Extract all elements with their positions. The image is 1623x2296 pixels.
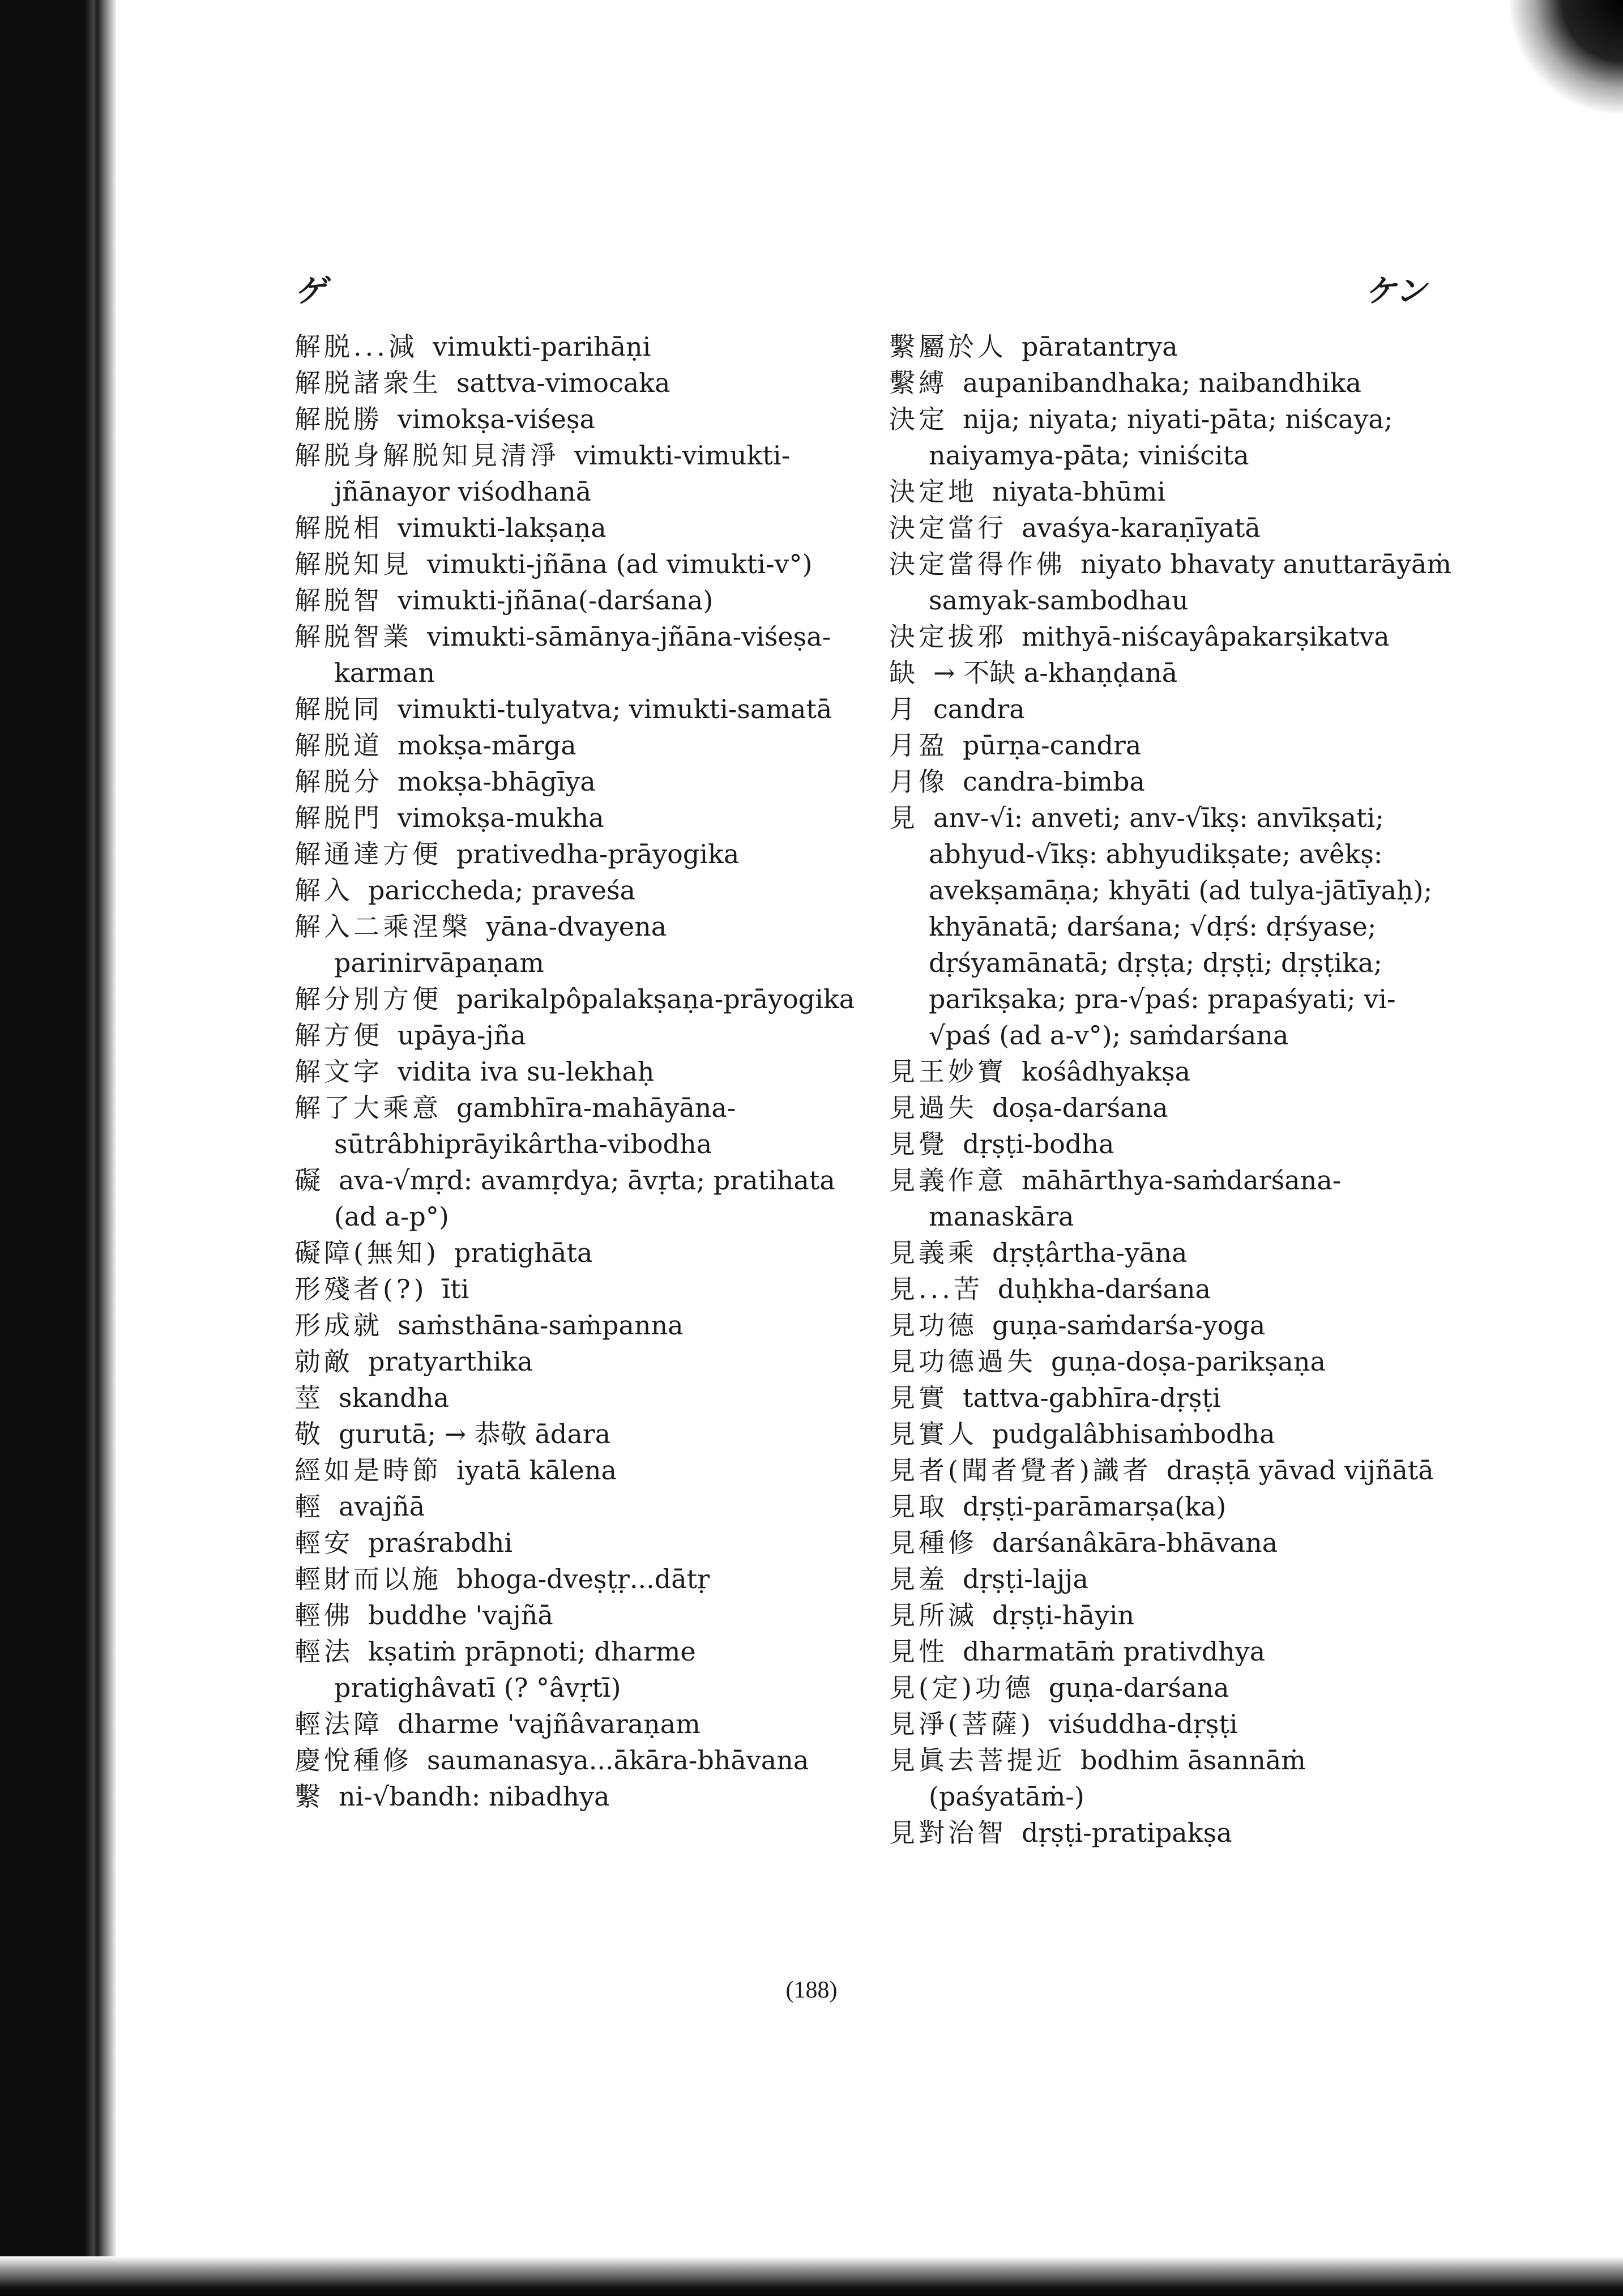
entry-definition: skandha — [339, 1382, 450, 1413]
entry-definition: guṇa-doṣa-parikṣaṇa — [1051, 1346, 1326, 1377]
dictionary-entry — [294, 1488, 861, 1525]
entry-term: 見...苦 — [889, 1274, 983, 1304]
entry-term: 敬 — [294, 1419, 324, 1449]
entry-definition: mokṣa-bhāgīya — [398, 766, 596, 797]
dictionary-entry — [294, 1017, 861, 1053]
entry-term: 見實人 — [889, 1419, 977, 1449]
dictionary-entry — [294, 365, 861, 401]
dictionary-entry — [889, 1126, 1455, 1162]
entry-term: 決定當行 — [889, 513, 1007, 543]
dictionary-entry — [294, 1597, 861, 1633]
entry-term: 輕財而以施 — [294, 1564, 442, 1594]
dictionary-entry — [294, 546, 861, 582]
entry-term: 解脱知見 — [294, 549, 412, 579]
entry-definition: guṇa-darśana — [1048, 1672, 1229, 1703]
entry-definition: iyatā kālena — [456, 1455, 617, 1486]
entry-definition: dṛṣṭârtha-yāna — [992, 1237, 1188, 1268]
dictionary-entry — [889, 1053, 1455, 1090]
entry-definition: dṛṣṭi-hāyin — [992, 1600, 1135, 1631]
entry-definition: vimukti-jñāna(-darśana) — [398, 585, 714, 616]
entry-definition: vimukti-vimukti-jñānayor viśodhanā — [334, 440, 791, 507]
entry-term: 輕 — [294, 1491, 324, 1522]
entry-definition: niyata-bhūmi — [992, 476, 1166, 507]
entry-term: 決定拔邪 — [889, 621, 1007, 652]
dictionary-entry — [294, 401, 861, 437]
entry-term: 解脱智業 — [294, 621, 412, 652]
entry-term: 解脱諸衆生 — [294, 368, 442, 398]
page-corner-shadow — [1510, 0, 1623, 113]
dictionary-entry — [889, 1162, 1455, 1235]
entry-term: 解通達方便 — [294, 839, 442, 869]
dictionary-entry — [294, 1452, 861, 1488]
entry-definition: anv-√i: anveti; anv-√īkṣ: anvīkṣati; abhyud-√īkṣ: abhyudikṣate; avêkṣ: avekṣamāṇa; khyāti (ad tulya-jātīyaḥ); khyānatā; darśana; √dṛś: dṛśyase; dṛśyamānatā; dṛṣṭa; dṛṣṭi; dṛṣṭika; parīkṣaka; pra-√paś: prapaśyati; vi-√paś (ad a-v°); saṁdarśana — [929, 803, 1433, 1051]
entry-term: 經如是時節 — [294, 1455, 442, 1486]
entry-definition: vimukti-parihāṇi — [432, 331, 651, 362]
entry-definition: saṁsthāna-saṁpanna — [398, 1310, 684, 1341]
dictionary-entry — [294, 908, 861, 981]
dictionary-entry — [294, 1307, 861, 1343]
entry-definition: bhoga-dveṣṭṛ...dātṛ — [456, 1564, 710, 1594]
dictionary-entry — [889, 800, 1455, 1053]
entry-term: 解脱身解脱知見清淨 — [294, 440, 559, 471]
dictionary-entry — [889, 1416, 1455, 1452]
dictionary-entry — [889, 1488, 1455, 1525]
entry-definition: vimokṣa-viśeṣa — [398, 404, 596, 434]
dictionary-entry — [889, 510, 1455, 546]
entry-definition: pratighāta — [454, 1237, 593, 1268]
dictionary-entry — [889, 546, 1455, 618]
entry-definition: ni-√bandh: nibadhya — [339, 1781, 610, 1812]
dictionary-entry — [889, 328, 1455, 365]
dictionary-entry — [294, 1235, 861, 1271]
entry-term: 見覺 — [889, 1129, 948, 1159]
dictionary-entry — [294, 1053, 861, 1090]
entry-term: 月 — [889, 694, 919, 724]
dictionary-entry — [889, 1561, 1455, 1597]
dictionary-entry — [889, 1670, 1455, 1706]
dictionary-entry — [889, 1343, 1455, 1380]
dictionary-entry — [294, 727, 861, 763]
entry-term: 解脱智 — [294, 585, 383, 616]
entry-definition: kośâdhyakṣa — [1022, 1056, 1190, 1087]
entry-term: 繫縛 — [889, 368, 948, 398]
dictionary-entry — [294, 1525, 861, 1561]
entry-term: 見淨(菩薩) — [889, 1709, 1034, 1739]
entry-definition: tattva-gabhīra-dṛṣṭi — [963, 1382, 1221, 1413]
entry-definition: dṛṣṭi-lajja — [963, 1564, 1088, 1594]
dictionary-entry — [294, 1742, 861, 1778]
dictionary-entry — [889, 1633, 1455, 1670]
entry-term: 解脱同 — [294, 694, 383, 724]
entry-definition: viśuddha-dṛṣṭi — [1048, 1709, 1238, 1739]
entry-term: 見羞 — [889, 1564, 948, 1594]
dictionary-entry — [294, 872, 861, 908]
dictionary-entry — [294, 1090, 861, 1162]
dictionary-entry — [889, 365, 1455, 401]
entry-definition: pāratantrya — [1022, 331, 1178, 362]
entry-definition: darśanâkāra-bhāvana — [992, 1527, 1278, 1558]
entry-definition: draṣṭā yāvad vijñātā — [1166, 1455, 1434, 1486]
entry-term: 解入 — [294, 875, 353, 906]
dictionary-entry — [294, 1633, 861, 1706]
entry-term: 決定地 — [889, 476, 977, 507]
entry-definition: parikalpôpalakṣaṇa-prāyogika — [456, 984, 855, 1014]
dictionary-entry — [294, 1162, 861, 1235]
dictionary-entry — [294, 836, 861, 872]
dictionary-entry — [294, 1271, 861, 1307]
entry-term: 繫 — [294, 1781, 324, 1812]
entry-definition: sattva-vimocaka — [456, 368, 670, 398]
entry-term: 見取 — [889, 1491, 948, 1522]
dictionary-entry — [294, 510, 861, 546]
entry-term: 輕佛 — [294, 1600, 353, 1631]
entry-definition: dharme 'vajñâvaraṇam — [398, 1709, 701, 1739]
entry-definition: pariccheda; praveśa — [368, 875, 636, 906]
left-header-kana: ゲ — [294, 272, 326, 310]
entry-term: 見功德 — [889, 1310, 977, 1341]
entry-term: 勍敵 — [294, 1346, 353, 1377]
entry-term: 輕法 — [294, 1636, 353, 1667]
dictionary-entry — [889, 1380, 1455, 1416]
entry-term: 見所滅 — [889, 1600, 977, 1631]
entry-term: 缺 — [889, 658, 919, 688]
entry-definition: yāna-dvayena parinirvāpaṇam — [334, 911, 667, 978]
entry-term: 繫屬於人 — [889, 331, 1007, 362]
entry-term: 見義作意 — [889, 1165, 1007, 1196]
entry-term: 見王妙寶 — [889, 1056, 1007, 1087]
entry-definition: gambhīra-mahāyāna-sūtrâbhiprāyikârtha-vibodha — [334, 1092, 736, 1159]
entry-term: 見過失 — [889, 1092, 977, 1123]
dictionary-entry — [294, 582, 861, 618]
dictionary-entry — [889, 1815, 1455, 1851]
entry-term: 形成就 — [294, 1310, 383, 1341]
dictionary-entry — [889, 727, 1455, 763]
page-bottom-shadow — [0, 2256, 1623, 2296]
entry-definition: bodhim āsannāṁ (paśyatāṁ-) — [929, 1745, 1306, 1812]
entry-definition: vimukti-tulyatva; vimukti-samatā — [398, 694, 832, 724]
entry-term: 解文字 — [294, 1056, 383, 1087]
dictionary-entry — [889, 473, 1455, 510]
entry-term: 礙 — [294, 1165, 324, 1196]
entry-term: 見性 — [889, 1636, 948, 1667]
entry-term: 見義乘 — [889, 1237, 977, 1268]
dictionary-entry — [889, 1452, 1455, 1488]
dictionary-entry — [294, 1380, 861, 1416]
entry-definition: vimukti-jñāna (ad vimukti-v°) — [427, 549, 813, 579]
entry-definition: pūrṇa-candra — [963, 730, 1142, 761]
dictionary-entry — [294, 691, 861, 727]
dictionary-entry — [889, 1597, 1455, 1633]
entry-term: 月盈 — [889, 730, 948, 761]
left-column — [294, 328, 861, 1815]
dictionary-entry — [294, 1561, 861, 1597]
dictionary-entry — [889, 1090, 1455, 1126]
entry-definition: vimukti-sāmānya-jñāna-viśeṣa-karman — [334, 621, 831, 688]
right-header-kana: ケン — [1365, 272, 1427, 310]
entry-definition: candra-bimba — [963, 766, 1145, 797]
entry-definition: dṛṣṭi-parāmarṣa(ka) — [963, 1491, 1227, 1522]
entry-term: 見種修 — [889, 1527, 977, 1558]
entry-term: 解脱...減 — [294, 331, 418, 362]
entry-definition: avaśya-karaṇīyatā — [1022, 513, 1261, 543]
dictionary-entry — [889, 1706, 1455, 1742]
entry-definition: prativedha-prāyogika — [456, 839, 740, 869]
entry-definition: pratyarthika — [368, 1346, 533, 1377]
entry-term: 決定 — [889, 404, 948, 434]
dictionary-entry — [889, 1271, 1455, 1307]
entry-term: 見對治智 — [889, 1817, 1007, 1848]
entry-term: 決定當得作佛 — [889, 549, 1066, 579]
dictionary-entry — [889, 655, 1455, 691]
entry-term: 見功德過失 — [889, 1346, 1036, 1377]
dictionary-entry — [889, 401, 1455, 473]
dictionary-entry — [294, 618, 861, 691]
entry-definition: mithyā-niścayâpakarṣikatva — [1022, 621, 1390, 652]
entry-definition: nija; niyata; niyati-pāta; niścaya; naiyamya-pāta; viniścita — [929, 404, 1393, 471]
entry-term: 見(定)功德 — [889, 1672, 1034, 1703]
entry-definition: niyato bhavaty anuttarāyāṁ samyak-sambodhau — [929, 549, 1452, 616]
entry-term: 礙障(無知) — [294, 1237, 439, 1268]
entry-term: 見實 — [889, 1382, 948, 1413]
entry-term: 輕法障 — [294, 1709, 383, 1739]
entry-definition: ava-√mṛd: avamṛdya; āvṛta; pratihata (ad a-p°) — [334, 1165, 835, 1232]
dictionary-entry — [889, 763, 1455, 800]
dictionary-entry — [294, 1343, 861, 1380]
dictionary-entry — [294, 328, 861, 365]
dictionary-entry — [294, 800, 861, 836]
entry-term: 解分別方便 — [294, 984, 442, 1014]
entry-definition: candra — [933, 694, 1025, 724]
entry-term: 見者(聞者覺者)識者 — [889, 1455, 1152, 1486]
entry-term: 輕安 — [294, 1527, 353, 1558]
entry-term: 形殘者(?) — [294, 1274, 428, 1304]
entry-definition: kṣatiṁ prāpnoti; dharme pratighâvatī (? °âvṛtī) — [334, 1636, 696, 1703]
entry-term: 莖 — [294, 1382, 324, 1413]
entry-definition: mokṣa-mārga — [398, 730, 576, 761]
entry-definition: upāya-jña — [398, 1020, 526, 1051]
dictionary-entry — [889, 1307, 1455, 1343]
page-number: (188) — [785, 1977, 838, 2003]
entry-term: 解脱相 — [294, 513, 383, 543]
entry-definition: duḥkha-darśana — [997, 1274, 1211, 1304]
entry-definition: dharmatāṁ prativdhya — [963, 1636, 1266, 1667]
entry-definition: pudgalâbhisaṁbodha — [992, 1419, 1275, 1449]
entry-definition: gurutā; → 恭敬 ādara — [339, 1419, 611, 1449]
entry-term: 慶悅種修 — [294, 1745, 412, 1776]
entry-definition: saumanasya...ākāra-bhāvana — [427, 1745, 809, 1776]
entry-term: 解方便 — [294, 1020, 383, 1051]
dictionary-entry — [889, 691, 1455, 727]
entry-definition: dṛṣṭi-bodha — [963, 1129, 1114, 1159]
entry-definition: → 不缺 a-khaṇḍanā — [933, 658, 1178, 688]
entry-term: 解脱分 — [294, 766, 383, 797]
dictionary-entry — [889, 618, 1455, 655]
entry-definition: māhārthya-saṁdarśana-manaskāra — [929, 1165, 1342, 1232]
dictionary-entry — [294, 981, 861, 1017]
entry-term: 解脱勝 — [294, 404, 383, 434]
entry-definition: dṛṣṭi-pratipakṣa — [1022, 1817, 1232, 1848]
entry-definition: doṣa-darśana — [992, 1092, 1168, 1123]
entry-definition: vidita iva su-lekhaḥ — [398, 1056, 655, 1087]
entry-term: 見眞去菩提近 — [889, 1745, 1066, 1776]
dictionary-entry — [294, 437, 861, 510]
entry-definition: avajñā — [339, 1491, 425, 1522]
entry-term: 解入二乘涅槃 — [294, 911, 471, 942]
entry-term: 見 — [889, 803, 919, 833]
entry-term: 解脱門 — [294, 803, 383, 833]
entry-term: 解脱道 — [294, 730, 383, 761]
dictionary-entry — [889, 1742, 1455, 1815]
entry-definition: īti — [442, 1274, 469, 1304]
entry-definition: aupanibandhaka; naibandhika — [963, 368, 1362, 398]
entry-definition: praśrabdhi — [368, 1527, 513, 1558]
entry-definition: guṇa-saṁdarśa-yoga — [992, 1310, 1266, 1341]
book-binding-shadow — [0, 0, 116, 2296]
dictionary-entry — [294, 1706, 861, 1742]
entry-term: 解了大乘意 — [294, 1092, 442, 1123]
entry-definition: vimukti-lakṣaṇa — [398, 513, 607, 543]
dictionary-entry — [294, 1778, 861, 1815]
entry-term: 月像 — [889, 766, 948, 797]
dictionary-entry — [889, 1235, 1455, 1271]
dictionary-entry — [889, 1525, 1455, 1561]
right-column — [889, 328, 1455, 1851]
entry-definition: buddhe 'vajñā — [368, 1600, 553, 1631]
entry-definition: vimokṣa-mukha — [398, 803, 604, 833]
dictionary-entry — [294, 1416, 861, 1452]
dictionary-entry — [294, 763, 861, 800]
